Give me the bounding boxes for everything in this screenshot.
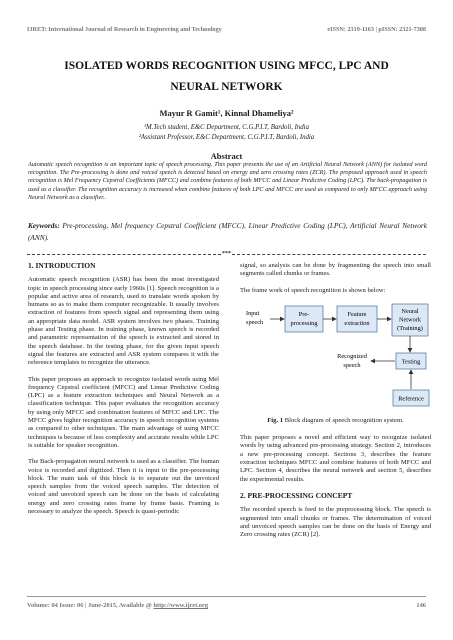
keywords-label: Keywords: bbox=[28, 221, 60, 230]
intro-paragraph-1: Automatic speech recognition (ASR) has been the most investigated topic in speech processing since early 1960s [1]. Speech recognition is a popular and active area of research, used to translate words spoken by humans so as to make them computer recognizable. It usually involves extraction of features from speech signal and representing them using an appropriate data model. ASR system involves two phases. Training phase and Testing phase. In training phase, known speech is recorded and parametric representation of the speech is extracted and stored in the speech database. In the testing phase, for the given input speech signal the features are extracted and ASR system compares it with the reference templates to recognize the utterance. bbox=[28, 276, 219, 367]
footer-volume bbox=[27, 602, 208, 609]
preprocessing-label-2: processing bbox=[290, 319, 318, 327]
page-number: 146 bbox=[416, 602, 426, 609]
running-header bbox=[27, 26, 426, 33]
right-paragraph-3: This paper proposes a novel and efficient way to recognize isolated words by using advanced pre-processing strategy. Section 2, introduces a new pre-processing concept. Sections 3, describes the feature extraction techniques MFCC and combine features of both MFCC and LPC. Section 4, describes the neural network and section 5, describes the experimental results. bbox=[240, 434, 431, 483]
keywords-text: Pre-processing, Mel frequency Cepstral Coefficient (MFCC), Linear Predictive Coding (LPC), Artificial Neural Network (ANN). bbox=[28, 221, 427, 242]
footer-rule bbox=[27, 596, 426, 597]
keywords bbox=[28, 220, 427, 244]
abstract-text: Automatic speech recognition is an important topic of speech processing. This paper presents the use of an Artificial Neural Network (ANN) for isolated word recognition. The Pre-processing is done and voiced speech is detected based on energy and zero crossing rates (ZCR). The proposed approach used in speech recognition is Mel Frequency Cepstral Coefficients (MFCC) and combine features of both MFCC and Linear Predictive Coding (LPC). The back-propagation is used as a classifier. The recognition accuracy is increased when combine features of both LPC and MFCC are used as compared to only MFCC approach using Neural Network as a classifier.. bbox=[28, 161, 427, 201]
left-column bbox=[28, 262, 219, 524]
issn: eISSN: 2319-1163 | pISSN: 2321-7308 bbox=[327, 26, 426, 33]
right-column bbox=[240, 262, 431, 547]
introduction-heading: 1. INTRODUCTION bbox=[28, 261, 96, 270]
input-speech-label-1: Input bbox=[246, 309, 260, 317]
journal-link[interactable]: http://www.ijret.org bbox=[153, 602, 209, 609]
figure-caption-text: Block diagram of speech recognition system. bbox=[283, 416, 404, 424]
preprocessing-paragraph-1: The recorded speech is feed to the preprocessing block. The speech is segmented into small chunks or frames. The determination of voiced and unvoiced speech samples can be done on the basis of Energy and Zero crossing rates (ZCR) [2]. bbox=[240, 506, 431, 539]
preprocessing-label-1: Pre- bbox=[298, 310, 310, 318]
recognized-speech-label-2: speech bbox=[343, 361, 361, 369]
block-diagram bbox=[240, 303, 431, 413]
neural-network-label-1: Neural bbox=[401, 307, 419, 315]
block-diagram-figure bbox=[240, 303, 431, 413]
separator-line-left bbox=[27, 254, 221, 255]
neural-network-label-2: Network bbox=[398, 316, 422, 324]
preprocessing-box bbox=[285, 306, 323, 332]
separator-mark: *** bbox=[222, 251, 231, 257]
intro-paragraph-3: The Back-propagation neural network is used as a classifier. The human voice is recorded and digitized. Then it is input to the pre-processing block. The main task of this block is to separate out the unvoiced speech samples from the voiced speech samples. The detection of voiced and unvoiced speech can be done on the basis of calculating energy and zero crossing rates frame by frame basis. Framing is necessary to analyze the speech. Speech is quasi-periodic bbox=[28, 458, 219, 516]
feature-extraction-label-2: extraction bbox=[344, 319, 370, 327]
journal-name: IJRET: International Journal of Research in Engineering and Technology bbox=[27, 26, 222, 33]
abstract-heading: Abstract bbox=[210, 151, 243, 161]
affiliation-1: ¹M.Tech student, E&C Department, C.G.P.I.T, Bardoli, India bbox=[144, 124, 309, 131]
testing-label: Testing bbox=[401, 358, 421, 366]
title-line-2: NEURAL NETWORK bbox=[170, 81, 283, 93]
feature-extraction-box bbox=[337, 306, 377, 332]
intro-paragraph-2: This paper proposes an approach to recognize isolated words using Mel frequency Cepstral coefficient (MFCC) and Linear Predictive Coding (LPC) as a feature extraction techniques and Neural Network as a classification technique. This paper evaluates the recognition accuracy by using only MFCC and combination features of MFCC and LPC. The MFCC gives higher recognition accuracy in speech recognition systems as compared to other techniques. The main advantage of using MFCC techniques is because of less complexity and accurate results while LPC is suitable for speaker recognition. bbox=[28, 375, 219, 449]
separator-line-right bbox=[232, 254, 426, 255]
input-speech-label-2: speech bbox=[246, 318, 264, 326]
section-separator bbox=[27, 251, 426, 257]
footer-volume-text: Volume: 04 Issue: 06 | June-2015, Available @ bbox=[27, 602, 154, 609]
feature-extraction-label-1: Feature bbox=[347, 310, 367, 318]
reference-label: Reference bbox=[398, 395, 424, 403]
right-paragraph-2: The frame work of speech recognition is shown below: bbox=[240, 286, 386, 294]
preprocessing-heading: 2. PRE-PROCESSING CONCEPT bbox=[240, 490, 353, 500]
running-footer bbox=[27, 602, 426, 609]
right-paragraph-1: signal, so analysis can be done by fragmenting the speech into small segments called chunks or frames. bbox=[240, 262, 431, 278]
figure-caption-label: Fig. 1 bbox=[267, 416, 284, 424]
paper-title bbox=[30, 56, 423, 98]
author-list: Mayur R Gamit¹, Kinnal Dhameliya² bbox=[159, 108, 294, 118]
neural-network-label-3: (Training) bbox=[397, 324, 423, 332]
recognized-speech-label-1: Recognized bbox=[337, 352, 367, 360]
figure-caption bbox=[240, 417, 431, 425]
affiliation-2: ²Assistant Professor, E&C Department, C.G.P.I.T, Bardoli, India bbox=[138, 134, 315, 141]
title-line-1: ISOLATED WORDS RECOGNITION USING MFCC, LPC AND bbox=[64, 60, 389, 72]
